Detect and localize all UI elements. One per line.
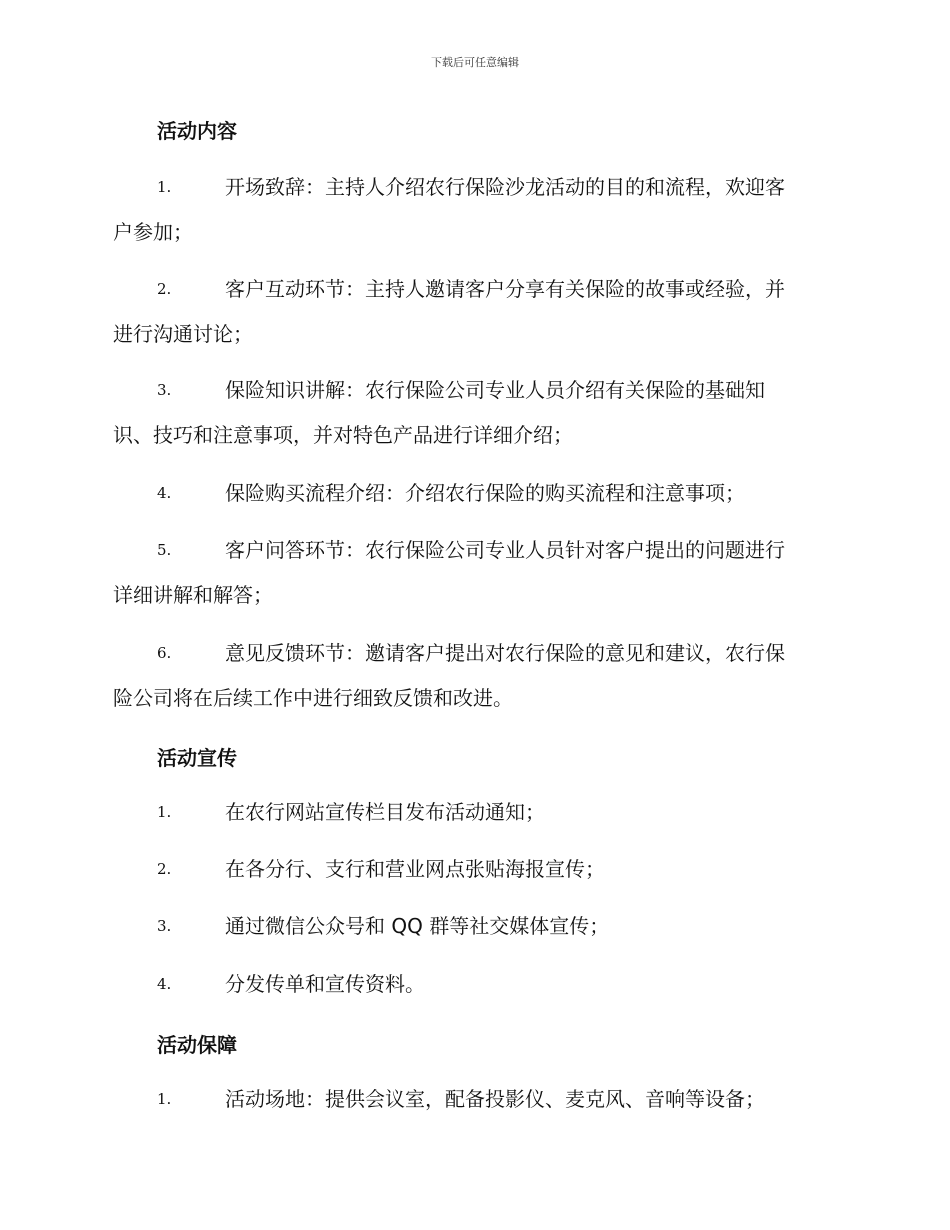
item-text-continued: 详细讲解和解答； — [113, 583, 273, 607]
item-text: 意见反馈环节：邀请客户提出对农行保险的意见和建议，农行保 — [225, 641, 785, 665]
list-item — [113, 904, 835, 949]
item-text: 客户问答环节：农行保险公司专业人员针对客户提出的问题进行 — [225, 538, 785, 562]
item-number: 5. — [157, 541, 172, 559]
item-text: 在农行网站宣传栏目发布活动通知； — [225, 800, 545, 824]
item-text: 开场致辞：主持人介绍农行保险沙龙活动的目的和流程，欢迎客 — [225, 175, 785, 199]
item-text-continued: 户参加； — [113, 220, 193, 244]
list-item — [113, 528, 835, 618]
item-text-continued: 险公司将在后续工作中进行细致反馈和改进。 — [113, 686, 513, 710]
item-number: 1. — [157, 803, 172, 821]
section-heading-support: 活动保障 — [157, 1033, 237, 1057]
list-item — [113, 847, 835, 892]
item-number: 2. — [157, 280, 172, 298]
item-text: 通过微信公众号和 QQ 群等社交媒体宣传； — [225, 914, 610, 938]
list-item — [113, 631, 835, 721]
item-text: 在各分行、支行和营业网点张贴海报宣传； — [225, 857, 605, 881]
item-number: 4. — [157, 975, 172, 993]
item-number: 3. — [157, 381, 172, 399]
item-text: 活动场地：提供会议室，配备投影仪、麦克风、音响等设备； — [225, 1087, 765, 1111]
item-text: 客户互动环节：主持人邀请客户分享有关保险的故事或经验，并 — [225, 277, 785, 301]
section-heading-content: 活动内容 — [157, 119, 237, 143]
list-item — [113, 790, 835, 835]
item-number: 1. — [157, 1090, 172, 1108]
list-item — [113, 267, 835, 357]
item-number: 6. — [157, 644, 172, 662]
item-number: 4. — [157, 484, 172, 502]
item-text: 分发传单和宣传资料。 — [225, 972, 425, 996]
item-text-continued: 进行沟通讨论； — [113, 322, 253, 346]
list-item — [113, 368, 835, 458]
list-item — [113, 165, 835, 255]
header-note: 下载后可任意编辑 — [431, 56, 519, 69]
item-number: 2. — [157, 860, 172, 878]
item-text-continued: 识、技巧和注意事项，并对特色产品进行详细介绍； — [113, 423, 573, 447]
item-number: 1. — [157, 178, 172, 196]
section-heading-promotion: 活动宣传 — [157, 746, 237, 770]
item-number: 3. — [157, 917, 172, 935]
list-item — [113, 1077, 835, 1122]
item-text: 保险购买流程介绍：介绍农行保险的购买流程和注意事项； — [225, 481, 745, 505]
list-item — [113, 471, 835, 516]
list-item — [113, 962, 835, 1007]
item-text: 保险知识讲解：农行保险公司专业人员介绍有关保险的基础知 — [225, 378, 765, 402]
